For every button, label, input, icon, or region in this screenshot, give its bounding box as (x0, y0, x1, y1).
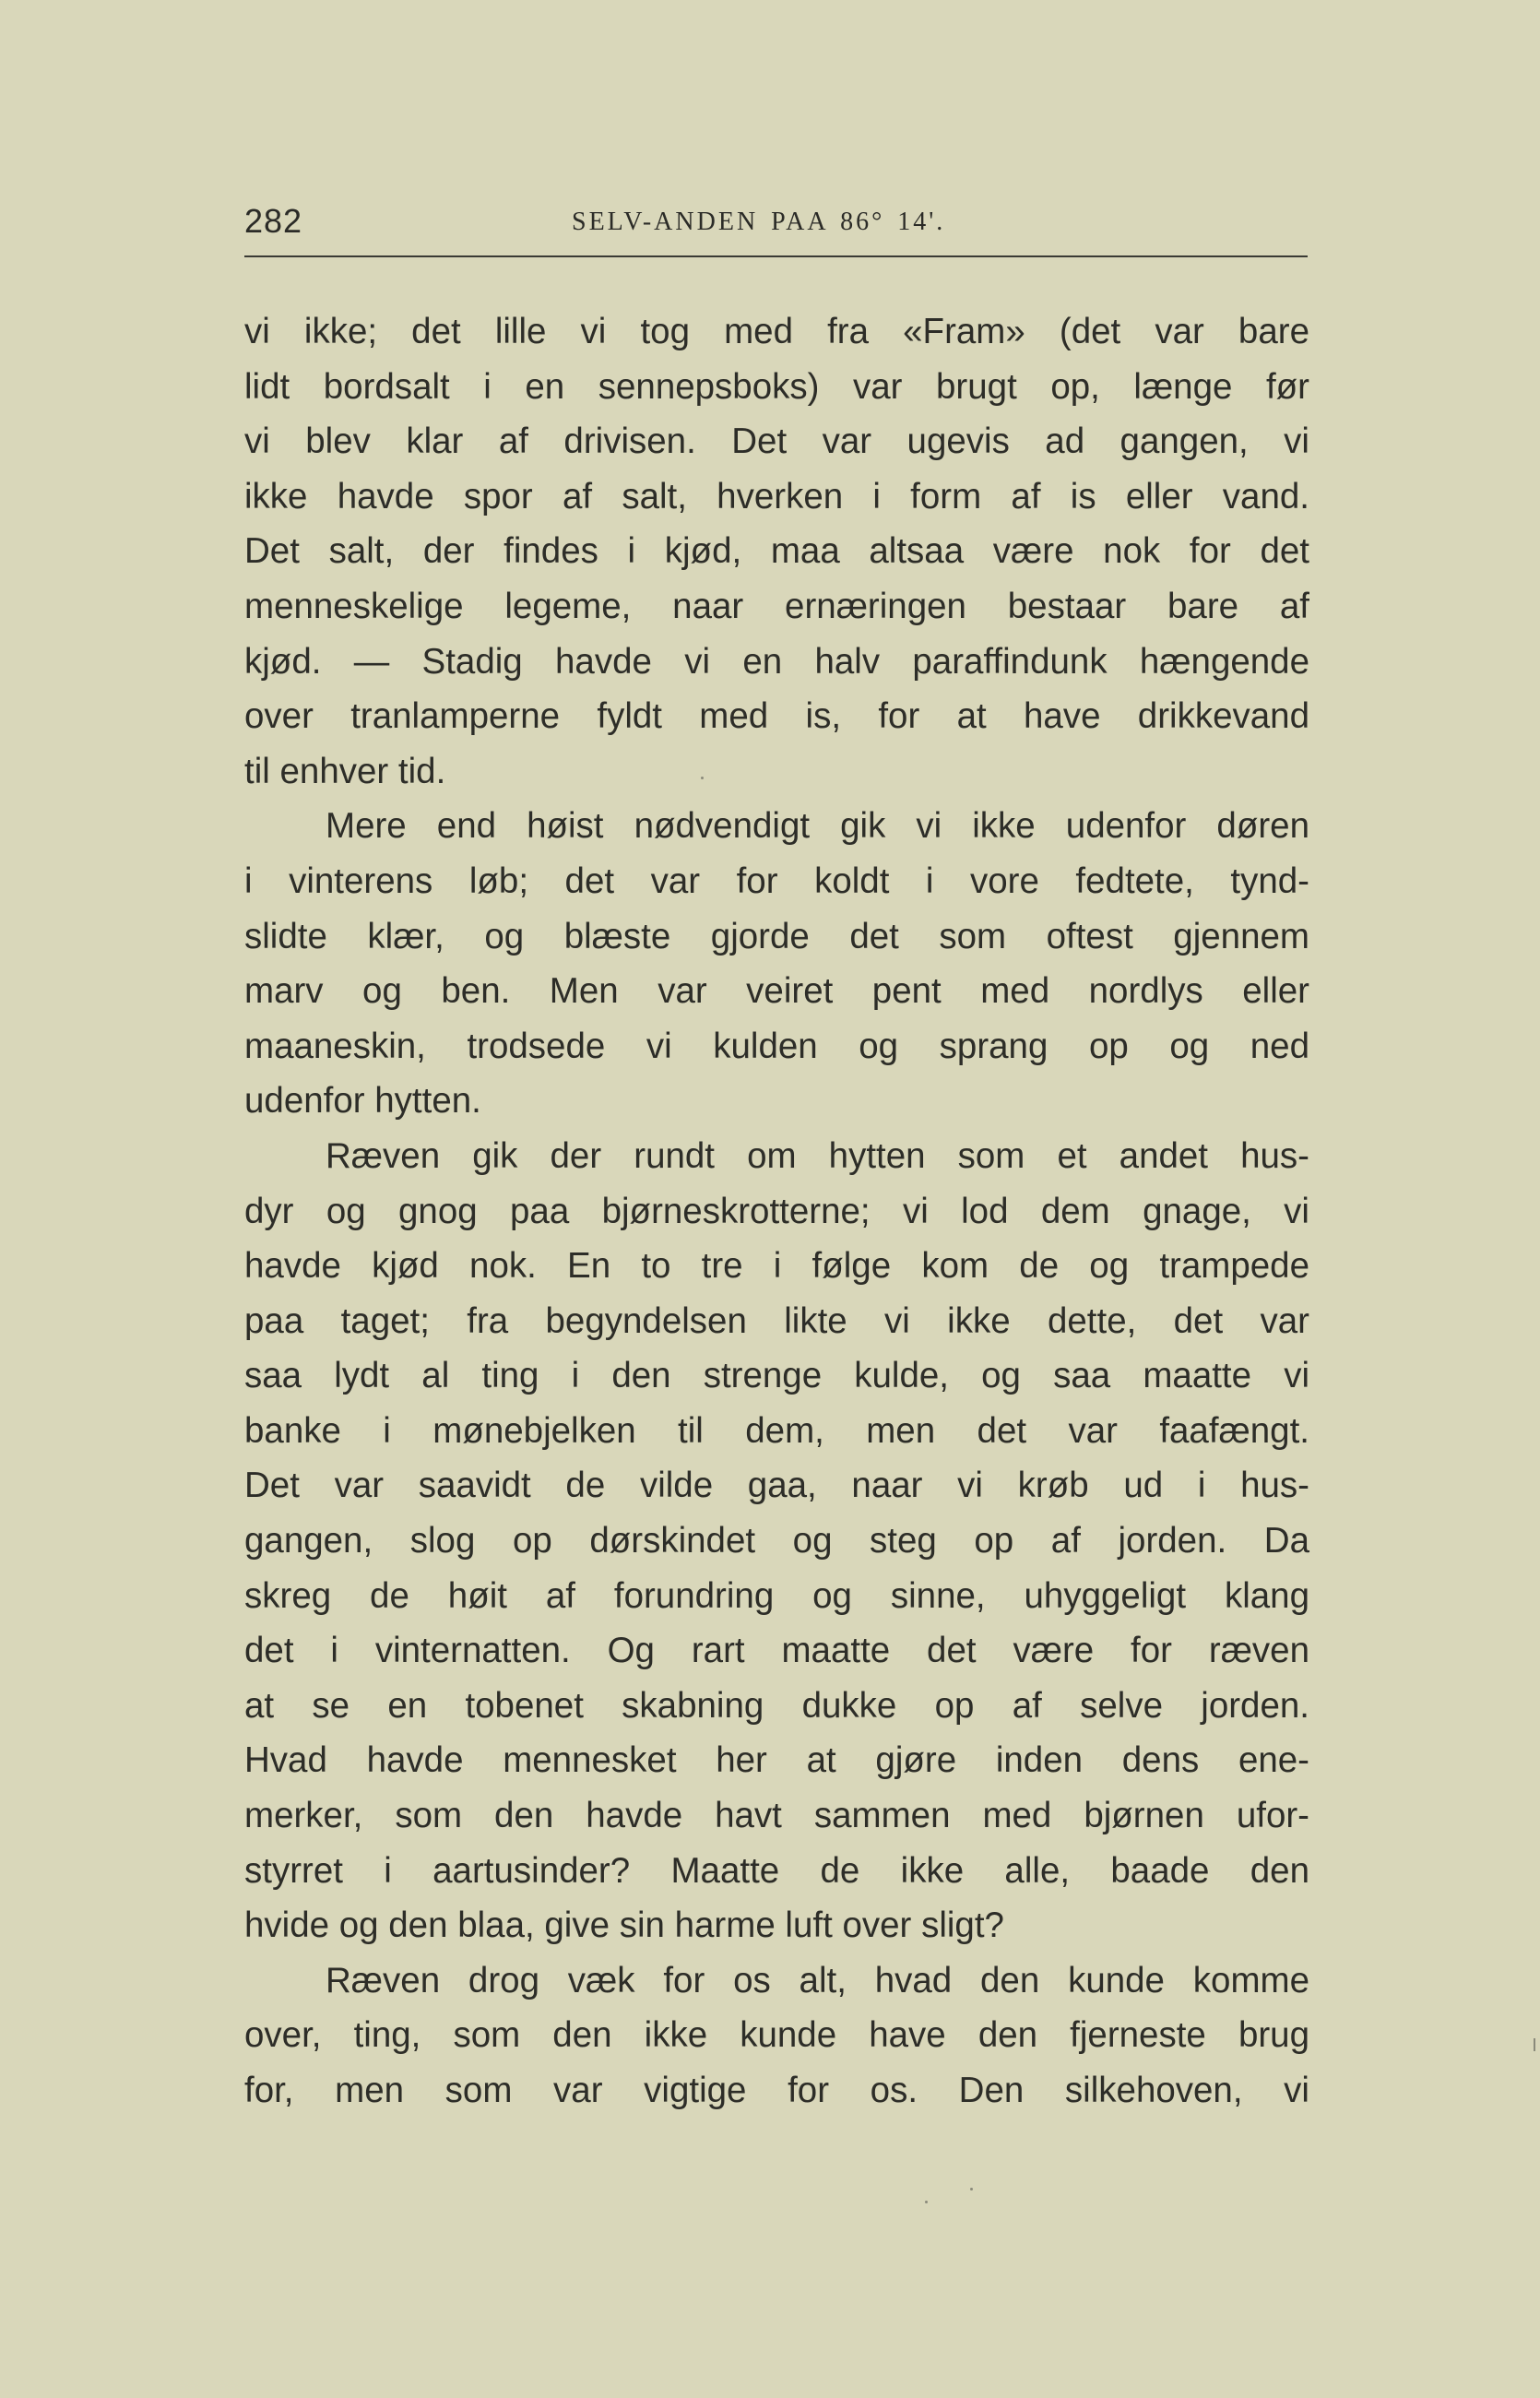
text-line: vi blev klar af drivisen. Det var ugevis ad gangen, vi (244, 421, 1309, 462)
text-line: kjød. — Stadig havde vi en halv paraffindunk hængende (244, 641, 1309, 682)
text-line: slidte klær, og blæste gjorde det som oftest gjennem (244, 916, 1309, 956)
text-line: over tranlamperne fyldt med is, for at have drikkevand (244, 696, 1309, 737)
text-line: marv og ben. Men var veiret pent med nordlys eller (244, 971, 1309, 1012)
text-line: lidt bordsalt i en sennepsboks) var brugt op, længe før (244, 366, 1309, 407)
text-line: udenfor hytten. (244, 1081, 481, 1122)
text-line: for, men som var vigtige for os. Den silkehoven, vi (244, 2071, 1309, 2110)
print-speck (925, 2201, 928, 2203)
text-line: at se en tobenet skabning dukke op af selve jorden. (244, 1685, 1309, 1726)
text-line: Ræven drog væk for os alt, hvad den kunde komme (326, 1960, 1309, 2000)
page-number: 282 (244, 202, 303, 240)
paragraph (244, 1953, 1309, 2119)
text-line: Ræven gik der rundt om hytten som et andet hus- (326, 1135, 1309, 1176)
text-line: det i vinternatten. Og rart maatte det være for ræven (244, 1631, 1309, 1671)
text-line: maaneskin, trodsede vi kulden og sprang op og ned (244, 1026, 1309, 1066)
text-line: hvide og den blaa, give sin harme luft over sligt? (244, 1905, 1004, 1946)
text-line: over, ting, som den ikke kunde have den fjerneste brug (244, 2015, 1309, 2056)
text-line: Hvad havde mennesket her at gjøre inden dens ene- (244, 1740, 1309, 1781)
text-line: Mere end høist nødvendigt gik vi ikke udenfor døren (326, 806, 1309, 847)
body-text (244, 304, 1309, 2119)
text-line: Det var saavidt de vilde gaa, naar vi krøb ud i hus- (244, 1466, 1309, 1506)
print-speck (970, 2188, 973, 2190)
paragraph (244, 304, 1309, 799)
text-line: dyr og gnog paa bjørneskrotterne; vi lod dem gnage, vi (244, 1191, 1309, 1231)
text-line: gangen, slog op dørskindet og steg op af jorden. Da (244, 1521, 1309, 1561)
print-speck (701, 777, 704, 779)
paragraph (244, 799, 1309, 1129)
page-header (244, 198, 1308, 257)
text-line: vi ikke; det lille vi tog med fra «Fram» (det var bare (244, 312, 1309, 351)
text-line: til enhver tid. (244, 751, 446, 791)
text-line: saa lydt al ting i den strenge kulde, og saa maatte vi (244, 1356, 1309, 1396)
text-line: skreg de høit af forundring og sinne, uhyggeligt klang (244, 1575, 1309, 1616)
paragraph (244, 1129, 1309, 1953)
text-line: menneskelige legeme, naar ernæringen bestaar bare af (244, 586, 1309, 626)
text-line: Det salt, der findes i kjød, maa altsaa være nok for det (244, 531, 1309, 572)
text-line: merker, som den havde havt sammen med bjørnen ufor- (244, 1796, 1309, 1836)
text-line: banke i mønebjelken til dem, men det var faafængt. (244, 1410, 1309, 1451)
text-line: ikke havde spor af salt, hverken i form af is eller vand. (244, 476, 1309, 516)
text-line: i vinterens løb; det var for koldt i vore fedtete, tynd- (244, 861, 1309, 901)
running-head: SELV-ANDEN PAA 86° 14'. (572, 208, 946, 236)
page-edge-mark (1534, 2038, 1535, 2051)
text-line: paa taget; fra begyndelsen likte vi ikke dette, det var (244, 1300, 1309, 1341)
text-line: styrret i aartusinder? Maatte de ikke alle, baade den (244, 1850, 1309, 1891)
text-line: havde kjød nok. En to tre i følge kom de og trampede (244, 1246, 1309, 1287)
